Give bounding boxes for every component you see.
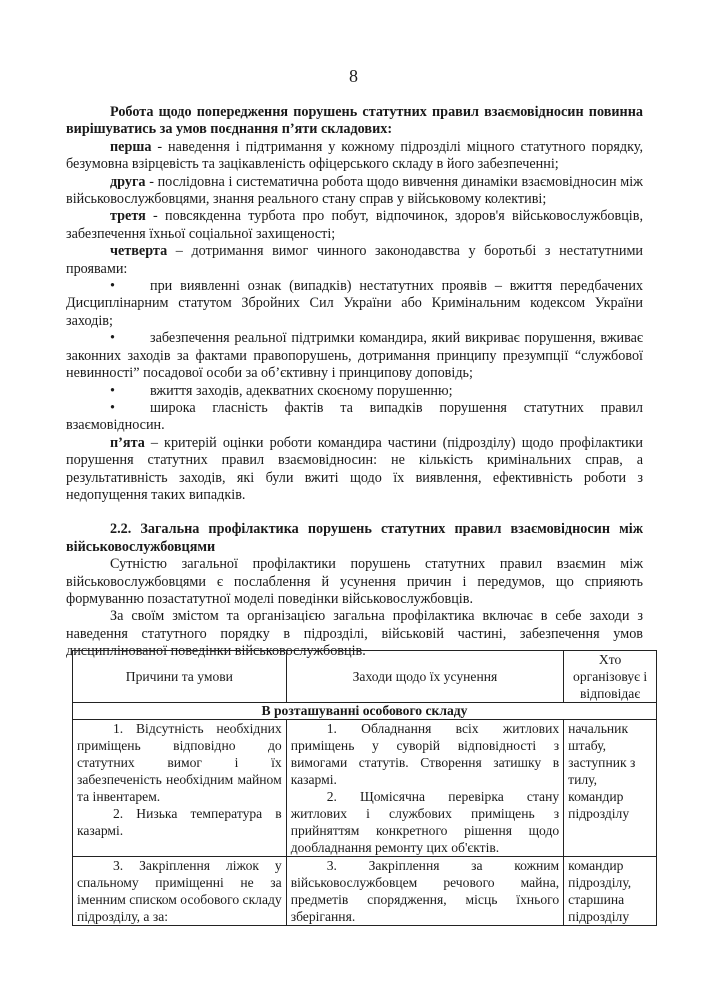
document-body (66, 104, 643, 661)
table-row (73, 720, 657, 857)
bullet-text: широка гласність фактів та випадків порушення статутних правил взаємовідносин. (66, 399, 643, 434)
separator: - (145, 208, 165, 225)
measures-cell (286, 720, 563, 857)
component-text: критерій оцінки роботи командира частини (підрозділу) щодо профілактики порушення статутних правил взаємовідносин: не кількість кримінальних справ, а результативність заходів, які були вжиті щодо їх виявлення, ефективність роботи з недопущення таких випадків. (66, 434, 643, 503)
component-text: послідовна і систематична робота щодо вивчення динаміки взаємовідносин між військовослужбовцями, знання реального стану справ у військовому колективі; (66, 173, 643, 208)
spacer (66, 504, 643, 521)
bullet-item (66, 383, 643, 400)
cause-item: 2. Низька температура в казармі. (77, 806, 282, 838)
measure-item: 3. Закріплення за кожним військовослужбовцем речового майна, предметів спорядження, місць їхнього зберігання. (290, 858, 560, 924)
component-fourth (66, 243, 643, 278)
page-number: 8 (349, 66, 358, 86)
header-responsible: Хто організовує і відповідає (564, 651, 657, 703)
component-first (66, 139, 643, 174)
section-paragraph: За своїм змістом та організацією загальна профілактика включає в себе заходи з наведення статутного порядку в підрозділі, військовій частині, забезпечення умов дисциплінованої поведінки військовослужбовців. (66, 608, 643, 660)
bullet-icon: • (110, 382, 115, 399)
table-section-row (73, 703, 657, 720)
separator: - (151, 138, 169, 155)
component-text: наведення і підтримання у кожному підрозділі міцного статутного порядку, безумовна взірцевість та зацікавленість офіцерського складу в його забезпеченні; (66, 138, 643, 173)
causes-cell (73, 720, 287, 857)
measures-cell (286, 857, 563, 926)
measure-item: 1. Обладнання всіх житлових приміщень у суворій відповідності з вимогами статутів. Створення затишку в казармі. (290, 721, 560, 787)
bullet-icon: • (110, 278, 115, 295)
bullet-text: забезпечення реальної підтримки командира, який викриває порушення, вживає законних заходів за фактами правопорушень, дотримання принципу презумпції “службової невинності” посадової особи за об’єктивну і принципову доповідь; (66, 330, 643, 382)
bullet-text: вжиття заходів, адекватних скоєному порушенню; (150, 382, 453, 399)
bullet-item (66, 330, 643, 382)
header-measures: Заходи щодо їх усунення (286, 651, 563, 703)
table-row (73, 857, 657, 926)
cause-item: 3. Закріплення ліжок у спальному приміщенні не за іменним списком особового складу підрозділу, а за: (77, 858, 282, 924)
causes-cell (73, 857, 287, 926)
intro-paragraph (66, 104, 643, 139)
bullet-text: при виявленні ознак (випадків) нестатутних проявів – вжиття передбачених Дисциплінарним статутом Збройних Сил України або Кримінальним кодексом України заходів; (66, 278, 643, 329)
component-second (66, 174, 643, 209)
component-term: перша (110, 138, 152, 155)
section-heading: 2.2. Загальна профілактика порушень статутних правил взаємовідносин між військовослужбовцями (66, 521, 643, 555)
intro-bold-text: Робота щодо попередження порушень статутних правил взаємовідносин повинна вирішуватись за умов поєднання п’яти складових: (66, 104, 643, 138)
cause-item: 1. Відсутність необхідних приміщень відповідно до статутних вимог і їх забезпеченість необхідним майном та інвентарем. (77, 721, 282, 804)
bullet-icon: • (110, 330, 115, 347)
separator: – (144, 434, 165, 451)
component-fifth (66, 435, 643, 505)
component-term: третя (110, 208, 146, 225)
section-row-label: В розташуванні особового складу (73, 703, 657, 720)
separator: - (145, 173, 158, 190)
component-text: дотримання вимог чинного законодавства у боротьбі з нестатутними проявами: (66, 243, 644, 277)
bullet-item (66, 400, 643, 435)
measures-table (72, 650, 657, 926)
component-text: повсякденна турбота про побут, відпочинок, здоров'я військовослужбовців, забезпечення їхньої соціальної захищеності; (66, 208, 643, 242)
bullet-icon: • (110, 399, 115, 416)
component-term: п’ята (110, 434, 145, 451)
header-causes: Причини та умови (73, 651, 287, 703)
component-term: четверта (110, 243, 168, 260)
section-paragraph: Сутністю загальної профілактики порушень статутних правил взаємин між військовослужбовцями є послаблення й усунення причин і передумов, що сприяють формуванню позастатутної моделі поведінки військовослужбовців. (66, 556, 643, 607)
responsible-cell: начальник штабу, заступник з тилу, командир підрозділу (564, 720, 657, 857)
component-third (66, 208, 643, 243)
separator: – (167, 243, 192, 260)
table-header-row (73, 651, 657, 703)
bullet-item (66, 278, 643, 330)
responsible-cell: командир підрозділу, старшина підрозділу (564, 857, 657, 926)
component-term: друга (110, 173, 146, 190)
measure-item: 2. Щомісячна перевірка стану житлових і службових приміщень з прийняттям конкретного рішення щодо дообладнання ремонту цих об'єктів. (290, 789, 560, 855)
